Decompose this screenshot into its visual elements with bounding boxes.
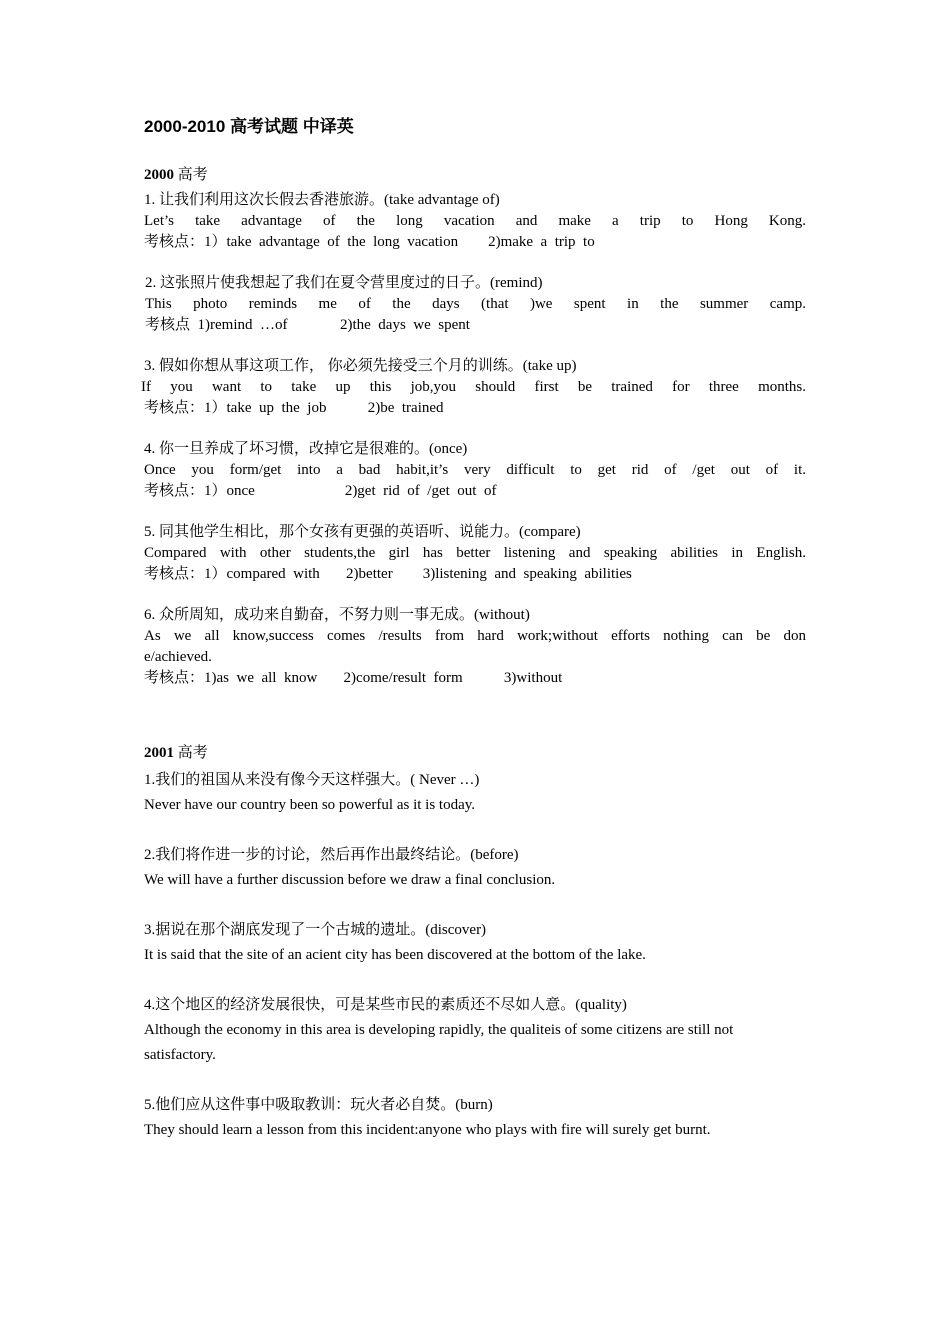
question-item — [144, 522, 806, 585]
section-label: 高考 — [174, 167, 208, 183]
question-chinese: 2. 这张照片使我想起了我们在夏令营里度过的日子。(remind) — [145, 275, 543, 291]
answer-english: Let’s take advantage of the long vacation and make a trip to Hong Kong. — [144, 213, 806, 229]
answer-english: This photo reminds me of the days (that )we spent in the summer camp. — [145, 296, 806, 312]
document-page — [141, 112, 806, 1168]
question-item — [144, 439, 806, 502]
section-heading — [144, 741, 806, 762]
section-2001 — [144, 741, 806, 1143]
key-points: 考核点：1)as we all know 2)come/result form 3)without — [144, 670, 563, 686]
answer-english: Compared with other students,the girl has better listening and speaking abilities in English. — [144, 545, 806, 561]
answer-english: Never have our country been so powerful as it is today. — [144, 797, 476, 813]
answer-english: If you want to take up this job,you should first be trained for three months. — [141, 379, 806, 395]
question-item — [144, 1093, 806, 1143]
section-year: 2000 — [144, 167, 174, 183]
key-points: 考核点：1）compared with 2)better 3)listening and speaking abilities — [144, 566, 632, 582]
question-chinese: 5. 同其他学生相比，那个女孩有更强的英语听、说能力。(compare) — [144, 524, 581, 540]
question-chinese: 6. 众所周知，成功来自勤奋，不努力则一事无成。(without) — [144, 607, 530, 623]
key-points: 考核点：1）once 2)get rid of /get out of — [144, 483, 497, 499]
key-points: 考核点 1)remind …of 2)the days we spent — [145, 317, 470, 333]
answer-english: As we all know,success comes /results from hard work;without efforts nothing can be don — [144, 628, 806, 644]
answer-english: It is said that the site of an acient city has been discovered at the bottom of the lake. — [144, 947, 646, 963]
question-chinese: 3.据说在那个湖底发现了一个古城的遗址。(discover) — [144, 922, 487, 938]
answer-english: Although the economy in this area is developing rapidly, the qualiteis of some citizens are still not — [144, 1022, 734, 1038]
question-item — [141, 356, 806, 419]
question-item — [144, 918, 806, 968]
question-chinese: 3. 假如你想从事这项工作， 你必须先接受三个月的训练。(take up) — [144, 358, 577, 374]
section-2000 — [141, 163, 806, 689]
answer-english: Once you form/get into a bad habit,it’s very difficult to get rid of /get out of it. — [144, 462, 806, 478]
section-year: 2001 — [144, 745, 174, 761]
question-item — [144, 768, 806, 818]
key-points: 考核点：1）take up the job 2)be trained — [144, 400, 444, 416]
key-points: 考核点：1）take advantage of the long vacation 2)make a trip to — [144, 234, 595, 250]
answer-english-continued: e/achieved. — [144, 649, 212, 665]
question-chinese: 4.这个地区的经济发展很快，可是某些市民的素质还不尽如人意。(quality) — [144, 997, 627, 1013]
question-item — [144, 993, 806, 1068]
answer-english: They should learn a lesson from this incident:anyone who plays with fire will surely get burnt. — [144, 1122, 711, 1138]
question-item — [144, 843, 806, 893]
question-chinese: 1.我们的祖国从来没有像今天这样强大。( Never …) — [144, 772, 480, 788]
answer-english-continued: satisfactory. — [144, 1047, 216, 1063]
question-chinese: 5.他们应从这件事中吸取教训：玩火者必自焚。(burn) — [144, 1097, 493, 1113]
question-chinese: 1. 让我们利用这次长假去香港旅游。(take advantage of) — [144, 192, 500, 208]
question-item — [144, 190, 806, 253]
question-item — [144, 605, 806, 689]
answer-english: We will have a further discussion before we draw a final conclusion. — [144, 872, 556, 888]
question-chinese: 2.我们将作进一步的讨论，然后再作出最终结论。(before) — [144, 847, 519, 863]
question-chinese: 4. 你一旦养成了坏习惯，改掉它是很难的。(once) — [144, 441, 468, 457]
document-title: 2000-2010 高考试题 中译英 — [144, 117, 354, 136]
section-heading — [144, 163, 806, 184]
section-label: 高考 — [174, 745, 208, 761]
question-item — [145, 273, 806, 336]
